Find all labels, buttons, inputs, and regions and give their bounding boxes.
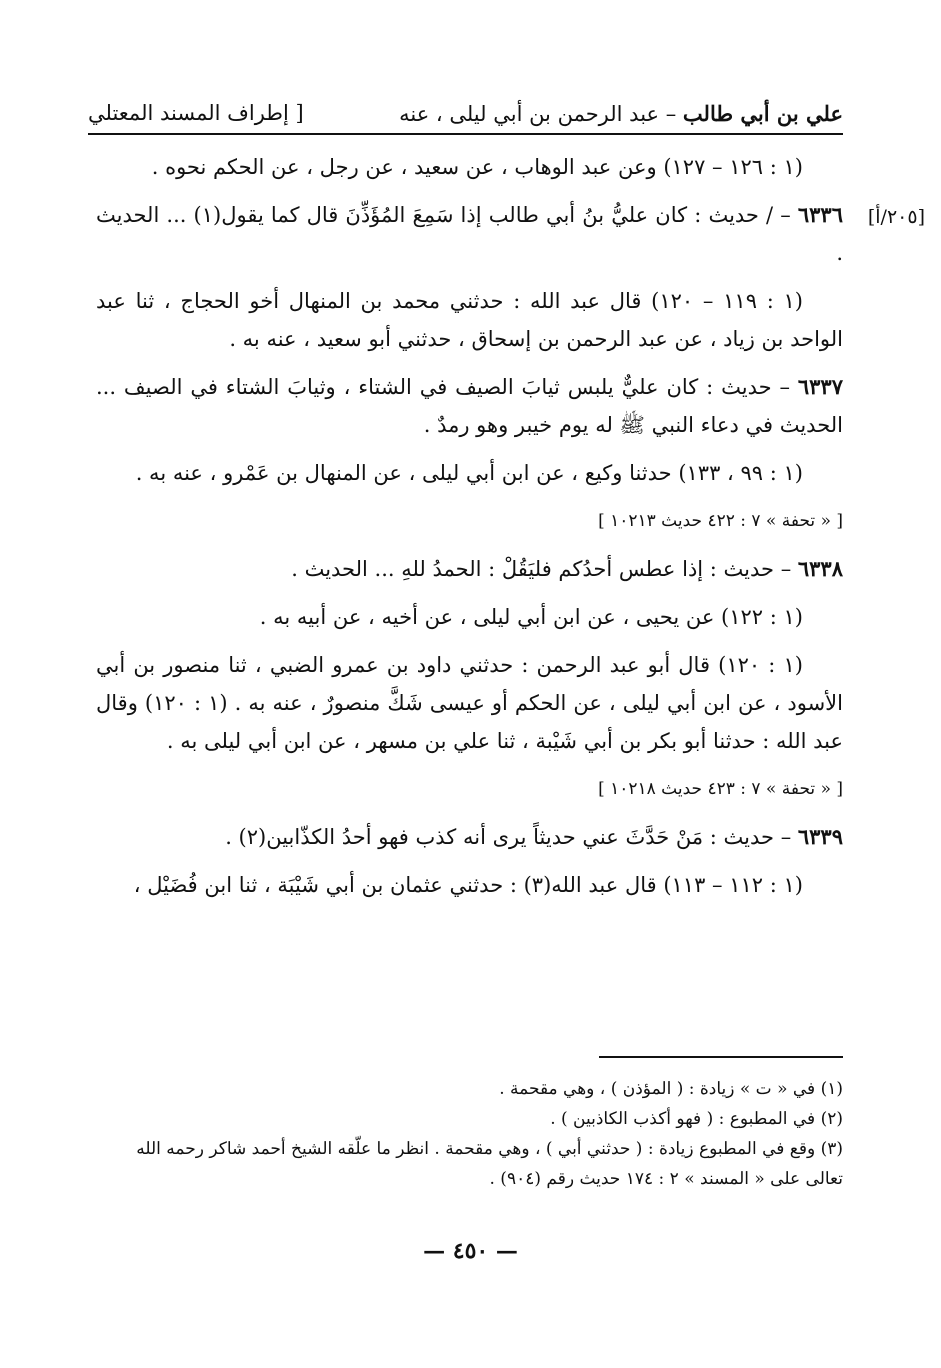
hadith-number: ٦٣٣٨ xyxy=(797,556,843,581)
hadith-number: ٦٣٣٦ xyxy=(797,202,843,227)
footnote-2: (٢) في المطبوع : ( فهو أكذب الكاذبين ) . xyxy=(550,1109,843,1129)
header-rule xyxy=(88,133,843,135)
hadith-text: – حديث : مَنْ حَدَّثَ عني حديثاً يرى أنه كذب فهو أحدُ الكذّابين(٢) . xyxy=(225,825,798,849)
chain-paragraph: (١ : ١٢٦ – ١٢٧) وعن عبد الوهاب ، عن سعيد ، عن رجل ، عن الحكم نحوه . xyxy=(151,155,803,179)
hadith-6339 xyxy=(96,818,843,856)
footnote-1: (١) في « ت » زيادة : ( المؤذن ) ، وهي مقحمة . xyxy=(499,1079,843,1099)
footnote-rule xyxy=(599,1056,843,1058)
footnote-3: (٣) وقع في المطبوع زيادة : ( حدثني أبي ) ، وهي مقحمة . انظر ما علّقه الشيخ أحمد شاكر رحمه الله تعالى على « المسند » ٢ : ١٧٤ حديث رقم (٩٠٤) . xyxy=(136,1139,843,1189)
chain-paragraph: (١ : ١١٢ – ١١٣) قال عبد الله(٣) : حدثني عثمان بن أبي شَيْبَة ، ثنا ابن فُضَيْل ، xyxy=(133,873,803,897)
header-book-name: [ إطراف المسند المعتلي xyxy=(88,101,304,125)
header-title xyxy=(399,101,843,126)
footnotes xyxy=(96,1074,843,1194)
hadith-6336 xyxy=(96,196,843,272)
hadith-text: – حديث : إذا عطس أحدُكم فليَقُلْ : الحمدُ للهِ ... الحديث . xyxy=(291,557,798,581)
chain-paragraph: (١ : ١٢٠) قال أبو عبد الرحمن : حدثني داود بن عمرو الضبي ، ثنا منصور بن أبي الأسود ، عن ابن أبي ليلى ، عن الحكم أو عيسى شَكَّ منصورٌ ، عنه به . (١ : ١٢٠) وقال عبد الله : حدثنا أبو بكر بن أبي شَيْبة ، ثنا علي بن مسهر ، عن ابن أبي ليلى به . xyxy=(96,653,843,753)
hadith-6338 xyxy=(96,550,843,588)
hadith-text: – حديث : كان عليٌّ يلبس ثيابَ الصيف في الشتاء ، وثيابَ الشتاء في الصيف ... الحديث في دعاء النبي ﷺ له يوم خيبر وهو رمدٌ . xyxy=(96,375,843,437)
hadith-number: ٦٣٣٧ xyxy=(797,374,843,399)
page-number: — ٤٥٠ — xyxy=(423,1238,518,1264)
running-header xyxy=(88,96,843,130)
chain-paragraph: (١ : ٩٩ ، ١٣٣) حدثنا وكيع ، عن ابن أبي ليلى ، عن المنهال بن عَمْرو ، عنه به . xyxy=(135,461,803,485)
tuhfa-reference: [ « تحفة » ٧ : ٤٢٢ حديث ١٠٢١٣ ] xyxy=(598,511,843,531)
margin-folio-note: [٢٠٥/أ] xyxy=(867,206,925,228)
header-title-main: علي بن أبي طالب xyxy=(682,100,843,126)
hadith-6337 xyxy=(96,368,843,444)
header-title-sub: – عبد الرحمن بن أبي ليلى ، عنه xyxy=(399,101,683,126)
chain-paragraph: (١ : ١١٩ – ١٢٠) قال عبد الله : حدثني محمد بن المنهال أخو الحجاج ، ثنا عبد الواحد بن زياد ، عن عبد الرحمن بن إسحاق ، حدثني أبو سعيد ، عنه به . xyxy=(96,289,843,351)
tuhfa-reference: [ « تحفة » ٧ : ٤٢٣ حديث ١٠٢١٨ ] xyxy=(598,779,843,799)
main-text xyxy=(96,148,843,914)
hadith-number: ٦٣٣٩ xyxy=(797,824,843,849)
hadith-text: – / حديث : كان عليُّ بنُ أبي طالب إذا سَمِعَ المُؤَذِّنَ قال كما يقول(١) ... الحديث . xyxy=(96,203,843,265)
chain-paragraph: (١ : ١٢٢) عن يحيى ، عن ابن أبي ليلى ، عن أخيه ، عن أبيه به . xyxy=(259,605,803,629)
